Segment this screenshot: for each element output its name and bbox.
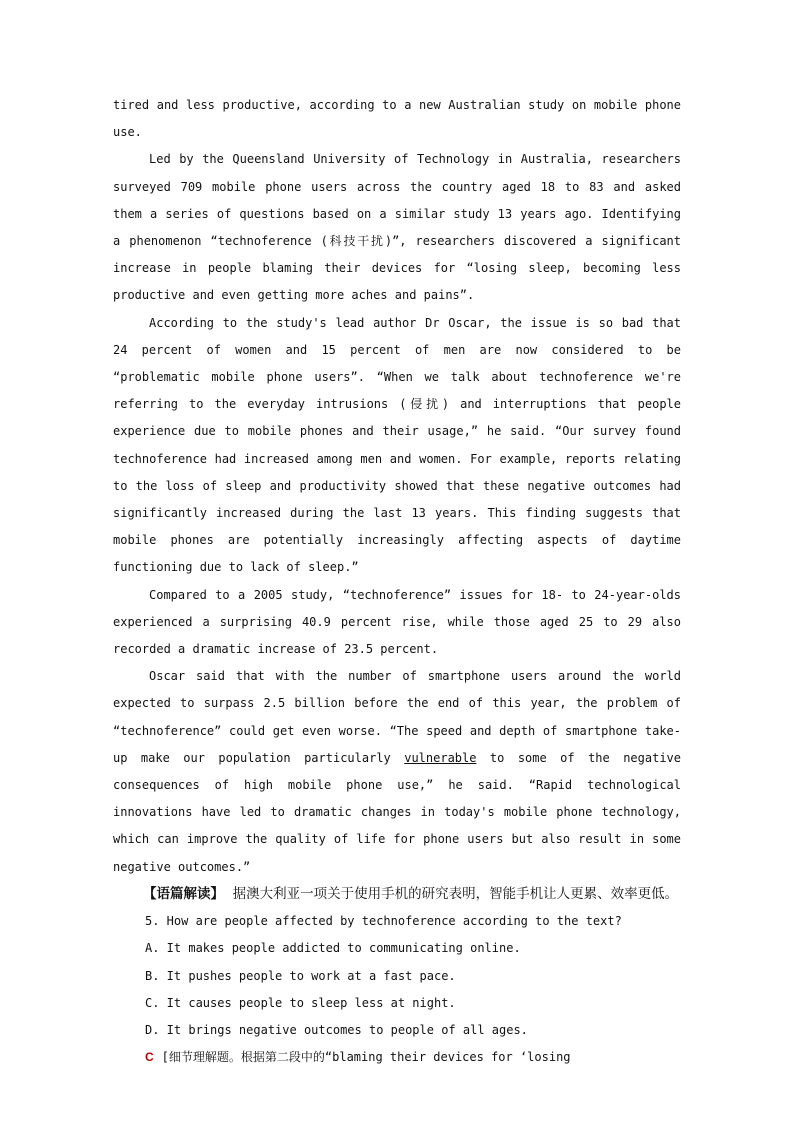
option-c: C. It causes people to sleep less at night. [145, 995, 456, 1010]
underlined-word: vulnerable [404, 750, 477, 765]
paragraph-study-intro: Led by the Queensland University of Technology in Australia, researchers surveyed 709 mobile phone users across the country aged 18 to 83 and asked them a series of questions based on a similar study 13 years ago. Identifying a phenomenon “technoference (科技干扰)”, researchers discovered a significant increase in people blaming their devices for “losing sleep, becoming less productive and even getting more aches and pains”. [113, 152, 681, 303]
analysis-header: 【语篇解读】 [143, 885, 224, 902]
document-page [113, 92, 681, 1071]
answer-line [113, 1044, 681, 1071]
paragraph-smartphone-users [113, 663, 681, 881]
option-b: B. It pushes people to work at a fast pace. [145, 968, 456, 983]
option-d: D. It brings negative outcomes to people of all ages. [145, 1022, 528, 1037]
option-a: A. It makes people addicted to communicating online. [145, 941, 521, 956]
paragraph-lead-author: According to the study's lead author Dr Oscar, the issue is so bad that 24 percent of women and 15 percent of men are now considered to be “problematic mobile phone users”. “When we talk about technoference we're referring to the everyday intrusions (侵扰) and interruptions that people experience due to mobile phones and their usage,” he said. “Our survey found technoference had increased among men and women. For example, reports relating to the loss of sleep and productivity showed that these negative outcomes had significantly increased during the last 13 years. This finding suggests that mobile phones are potentially increasingly affecting aspects of daytime functioning due to lack of sleep.” [113, 315, 681, 575]
analysis-text: 据澳大利亚一项关于使用手机的研究表明，智能手机让人更累、效率更低。 [232, 885, 679, 902]
answer-explanation: [细节理解题。根据第二段中的“blaming their devices for ‘losing [161, 1050, 571, 1065]
question-stem: 5. How are people affected by technoference according to the text? [145, 914, 622, 929]
analysis-paragraph [113, 881, 681, 908]
paragraph-continued: tired and less productive, according to a new Australian study on mobile phone use. [113, 98, 681, 140]
paragraph-comparison: Compared to a 2005 study, “technoference” issues for 18- to 24-year-olds experienced a surprising 40.9 percent rise, while those aged 25 to 29 also recorded a dramatic increase of 23.5 percent. [113, 587, 681, 657]
paragraph-part: Oscar said that with the number of smartphone users around the world expected to surpass 2.5 billion before the end of this year, the problem of “technoference” could get even worse. “The speed and depth of smartphone take-up make our population particularly [113, 669, 681, 765]
paragraph-part: to some of the negative consequences of high mobile phone use,” he said. “Rapid technological innovations have led to dramatic changes in today's mobile phone technology, which can improve the quality of life for phone users but also result in some negative outcomes.” [113, 750, 681, 874]
answer-letter: C [145, 1050, 154, 1065]
